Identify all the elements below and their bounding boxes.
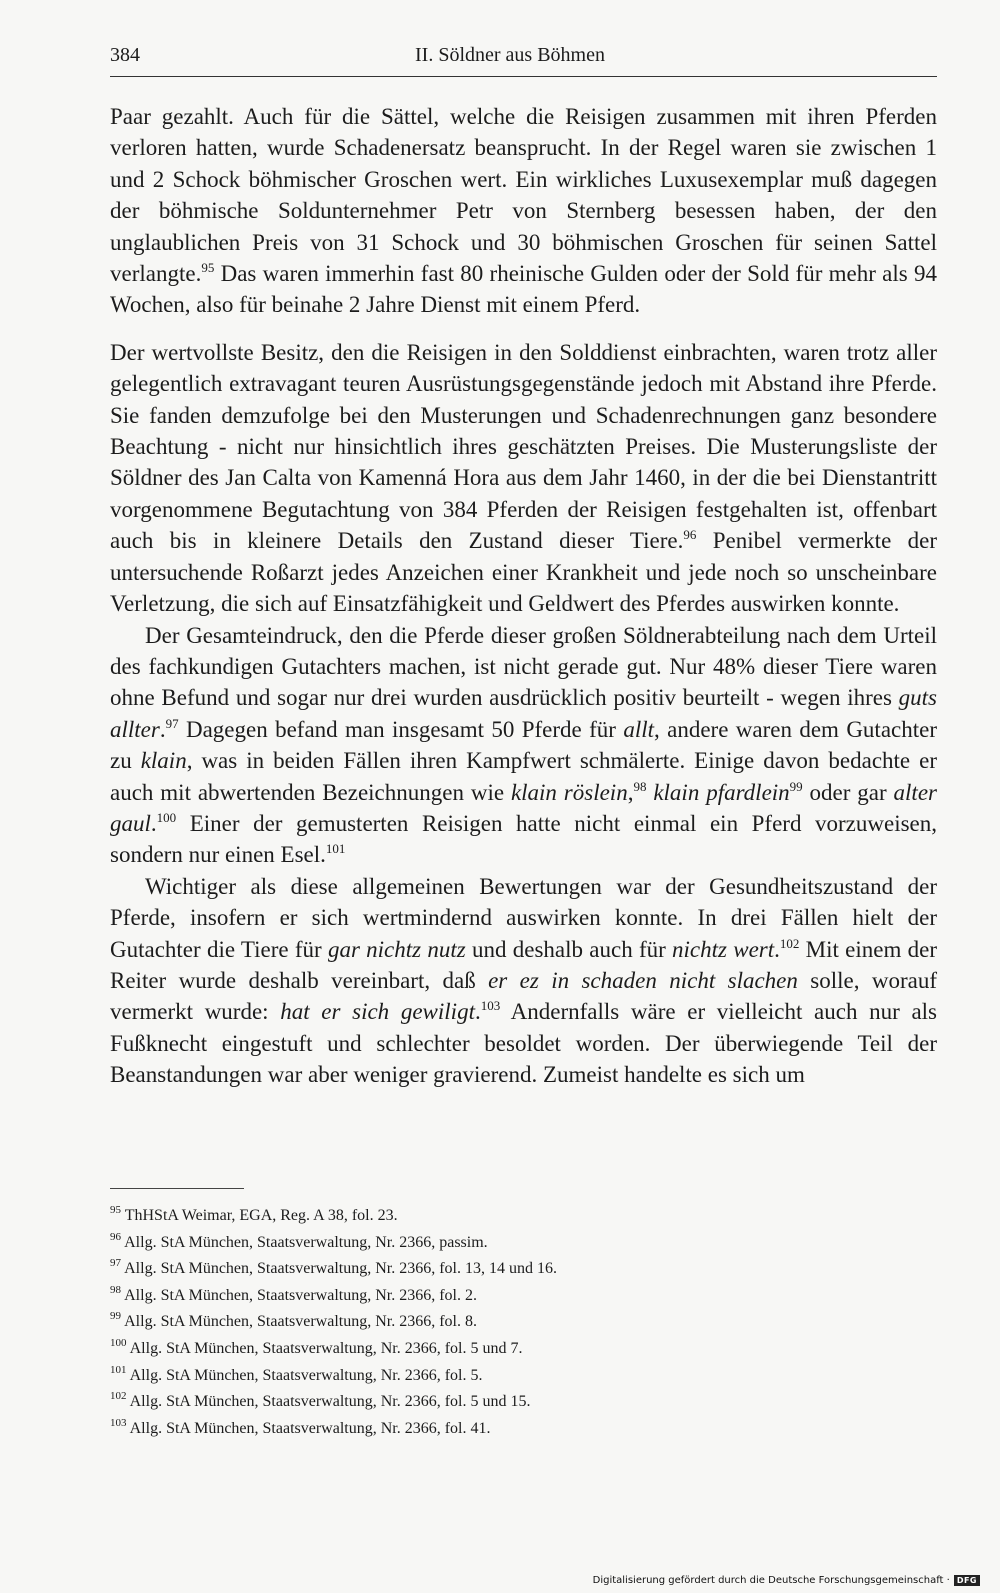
text-run: . [159,716,166,742]
digitization-credit [593,1575,980,1586]
text-run: Das waren immerhin fast 80 rheinische Gulden oder der Sold für mehr als 94 Wochen, also für beinahe 2 Jahre Dienst mit einem Pferd. [110,261,937,318]
footnote-text: Allg. StA München, Staatsverwaltung, Nr. 2366, fol. 2. [124,1286,477,1304]
footnote [110,1416,937,1443]
footnote [110,1230,937,1257]
quoted-term: klain pfardlein [653,779,790,805]
footnote-text: ThHStA Weimar, EGA, Reg. A 38, fol. 23. [124,1207,398,1224]
text-run: solle, worauf vermerkt wurde: [110,967,938,1025]
quoted-term: alter gaul [110,779,937,836]
text-run: . [774,936,780,962]
dfg-logo: DFG [954,1575,980,1586]
footnote-ref: 96 [683,527,697,543]
page [110,42,937,1091]
footnote-text: Allg. StA München, Staatsverwaltung, Nr. 2366, fol. 13, 14 und 16. [124,1260,557,1278]
text-run: Der Gesamteindruck, den die Pferde dieser großen Söldnerabteilung nach dem Urteil des fachkundigen Gutachters machen, ist nicht gerade gut. Nur 48% dieser Tiere waren ohne Befund und sogar nur drei wurden ausdrücklich positiv beurteilt - wegen ihres [110,622,937,711]
footnote-text: Allg. StA München, Staatsverwaltung, Nr. 2366, fol. 8. [124,1313,477,1331]
page-number: 384 [110,44,140,66]
text-run: Paar gezahlt. Auch für die Sättel, welche die Reisigen zusammen mit ihren Pferden verloren hatten, wurde Schadenersatz beansprucht. In der Regel waren sie zwischen 1 und 2 Schock böhmischer Groschen wert. Ein wirkliches Luxusexemplar muß dagegen der böhmische Soldunternehmer Petr von Sternberg besessen haben, der den unglaublichen Preis von 31 Schock und 30 böhmischen Groschen für seinen Sattel verlangte. [110,104,937,287]
text-run: Der wertvollste Besitz, den die Reisigen in den Solddienst einbrachten, waren trotz aller gelegentlich extravagant teuren Ausrüstungsgegenstände jedoch mit Abstand ihre Pferde. Sie fanden demzufolge bei den Musterungen und Schadenrechnungen ganz besondere Beachtung - nicht nur hinsichtlich ihres geschätzten Preises. Die Musterungsliste der Söldner des Jan Calta von Kamenná Hora aus dem Jahr 1460, in der die bei Dienstantritt vorgenommene Begutachtung von 384 Pferden der Reisigen festgehalten ist, offenbart auch bis in kleinere Details den Zustand dieser Tiere. [110,339,937,554]
footnote [110,1283,937,1310]
text-run: Penibel vermerkte der untersuchende Roßarzt jedes Anzeichen einer Krankheit und jede noch so unscheinbare Verletzung, die sich auf Einsatzfähigkeit und Geldwert des Pferdes auswirken konnte. [110,528,937,617]
text-run: . [150,810,157,836]
paragraph [110,337,937,620]
footnote [110,1336,937,1363]
footnote [110,1203,937,1230]
credit-text: Digitalisierung gefördert durch die Deutsche Forschungsgemeinschaft · [592,1575,950,1586]
quoted-term: klain röslein [510,779,628,805]
footnote-ref: 95 [201,260,215,276]
text-run: Einer der gemusterten Reisigen hatte nicht einmal ein Pferd vorzuweisen, sondern nur einen Esel. [110,810,937,868]
footnote-text: Allg. StA München, Staatsverwaltung, Nr. 2366, passim. [124,1233,488,1251]
quoted-term: hat er sich gewiligt [280,999,475,1025]
body-text [110,101,937,1091]
footnote-ref: 98 [633,778,647,794]
footnote-number: 103 [110,1416,127,1429]
footnote-number: 98 [110,1283,121,1296]
quoted-term: allt [623,716,654,742]
footnote-ref: 101 [325,841,346,857]
running-title: II. Söldner aus Böhmen [415,44,605,66]
text-run: oder gar [802,779,894,805]
footnotes [110,1203,937,1442]
footnote-ref: 97 [165,715,179,731]
text-run: Mit einem der Reiter wurde deshalb vereinbart, daß [110,936,937,993]
footnote [110,1363,937,1390]
footnote-divider [110,1188,244,1189]
text-run: . [474,999,481,1025]
quoted-term: er ez in schaden nicht slachen [488,967,798,993]
paragraph [110,871,937,1091]
quoted-term: guts allter [110,685,937,742]
text-run: , [627,779,634,805]
footnote-text: Allg. StA München, Staatsverwaltung, Nr. 2366, fol. 5. [129,1366,483,1384]
quoted-term: gar nichtz nutz [327,936,466,962]
text-run: Dagegen befand man insgesamt 50 Pferde für [178,716,624,742]
text-run: , andere waren dem Gutachter zu [110,716,937,774]
quoted-term: klain [140,748,187,774]
footnote-text: Allg. StA München, Staatsverwaltung, Nr. 2366, fol. 5 und 15. [129,1393,531,1411]
paragraph [110,101,937,321]
footnote-number: 97 [110,1257,121,1270]
text-run: Andernfalls wäre er vielleicht auch nur als Fußknecht eingestuft und schlechter besoldet worden. Der überwiegende Teil der Beanstandungen war aber weniger gravierend. Zumeist handelte es sich um [110,999,937,1088]
footnote [110,1256,937,1283]
footnote-text: Allg. StA München, Staatsverwaltung, Nr. 2366, fol. 5 und 7. [129,1339,523,1357]
footnote-number: 101 [110,1363,127,1376]
text-run: , was in beiden Fällen ihren Kampfwert schmälerte. Einige davon bedachte er auch mit abwertenden Bezeichnungen wie [110,748,937,805]
paragraph [110,620,937,871]
footnote-ref: 102 [779,935,800,951]
text-run: Wichtiger als diese allgemeinen Bewertungen war der Gesundheitszustand der Pferde, insofern er sich wertmindernd auswirken konnte. In drei Fällen hielt der Gutachter die Tiere für [110,873,937,962]
footnote-text: Allg. StA München, Staatsverwaltung, Nr. 2366, fol. 41. [129,1419,491,1437]
running-head [110,42,937,77]
footnote-number: 102 [110,1390,127,1403]
footnote-number: 96 [110,1230,121,1243]
footnote-ref: 100 [156,809,177,825]
footnote [110,1309,937,1336]
footnote-ref: 99 [789,778,803,794]
footnote-number: 99 [110,1310,121,1323]
footnote-number: 100 [110,1336,127,1349]
footnote-number: 95 [110,1204,121,1216]
footnote [110,1389,937,1416]
quoted-term: nichtz wert [672,936,775,962]
text-run: und deshalb auch für [465,936,673,962]
footnote-ref: 103 [480,998,501,1014]
